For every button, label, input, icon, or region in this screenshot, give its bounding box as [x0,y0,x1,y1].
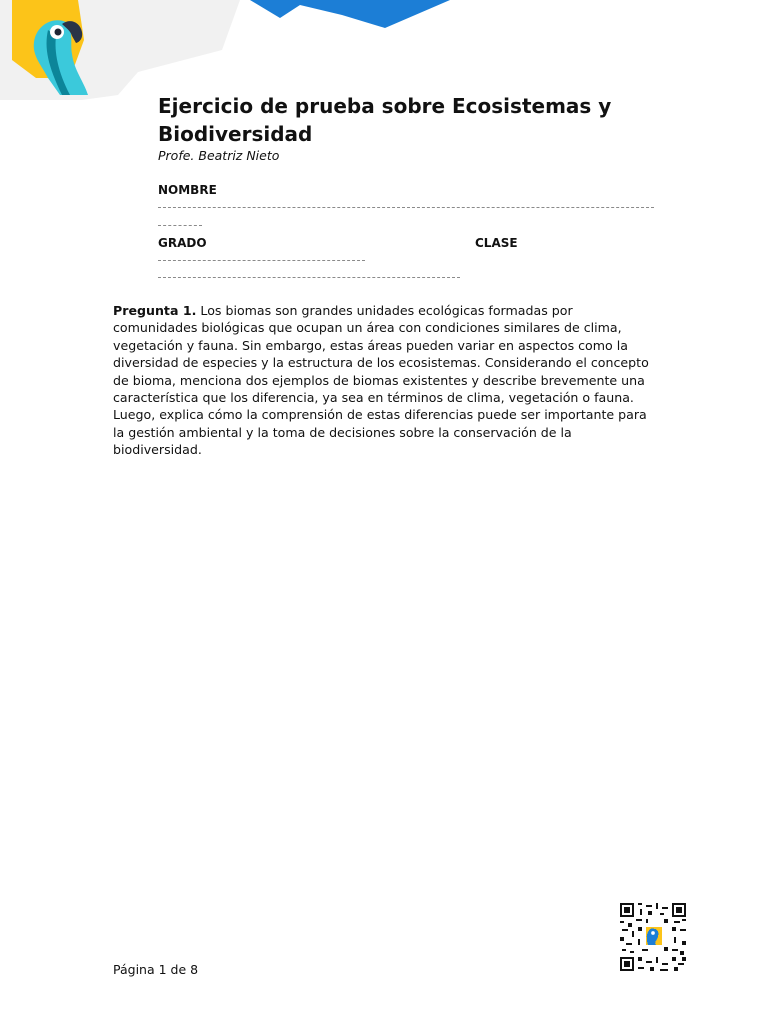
clase-label: CLASE [475,236,518,250]
document-title: Ejercicio de prueba sobre Ecosistemas y Biodiversidad [158,94,612,146]
nombre-label: NOMBRE [158,183,217,197]
nombre-line [158,207,654,208]
question-label: Pregunta 1. [113,303,197,318]
question-text: Los biomas son grandes unidades ecológicas formadas por comunidades biológicas que ocupan un área con condiciones similares de clima, vegetación y fauna. Sin embargo, estas áreas pueden variar en aspectos como la diversidad de especies y la estructura de los ecosistemas. Considerando el concepto de bioma, menciona dos ejemplos de biomas existentes y describe brevemente una característica que los diferencia, ya sea en términos de clima, vegetación o fauna. Luego, explica cómo la comprensión de estas diferencias puede ser importante para la gestión ambiental y la toma de decisiones sobre la conservación de la biodiversidad. [113,303,649,458]
page-number: Página 1 de 8 [113,962,199,977]
question-1 [113,302,653,459]
qr-code-icon [620,903,686,971]
clase-line [158,277,460,278]
grado-line [158,260,365,261]
qr-logo-parrot [646,927,662,945]
header-decoration [0,0,768,100]
nombre-line-continued [158,225,202,226]
author-name: Profe. Beatriz Nieto [158,148,280,163]
grado-label: GRADO [158,236,207,250]
